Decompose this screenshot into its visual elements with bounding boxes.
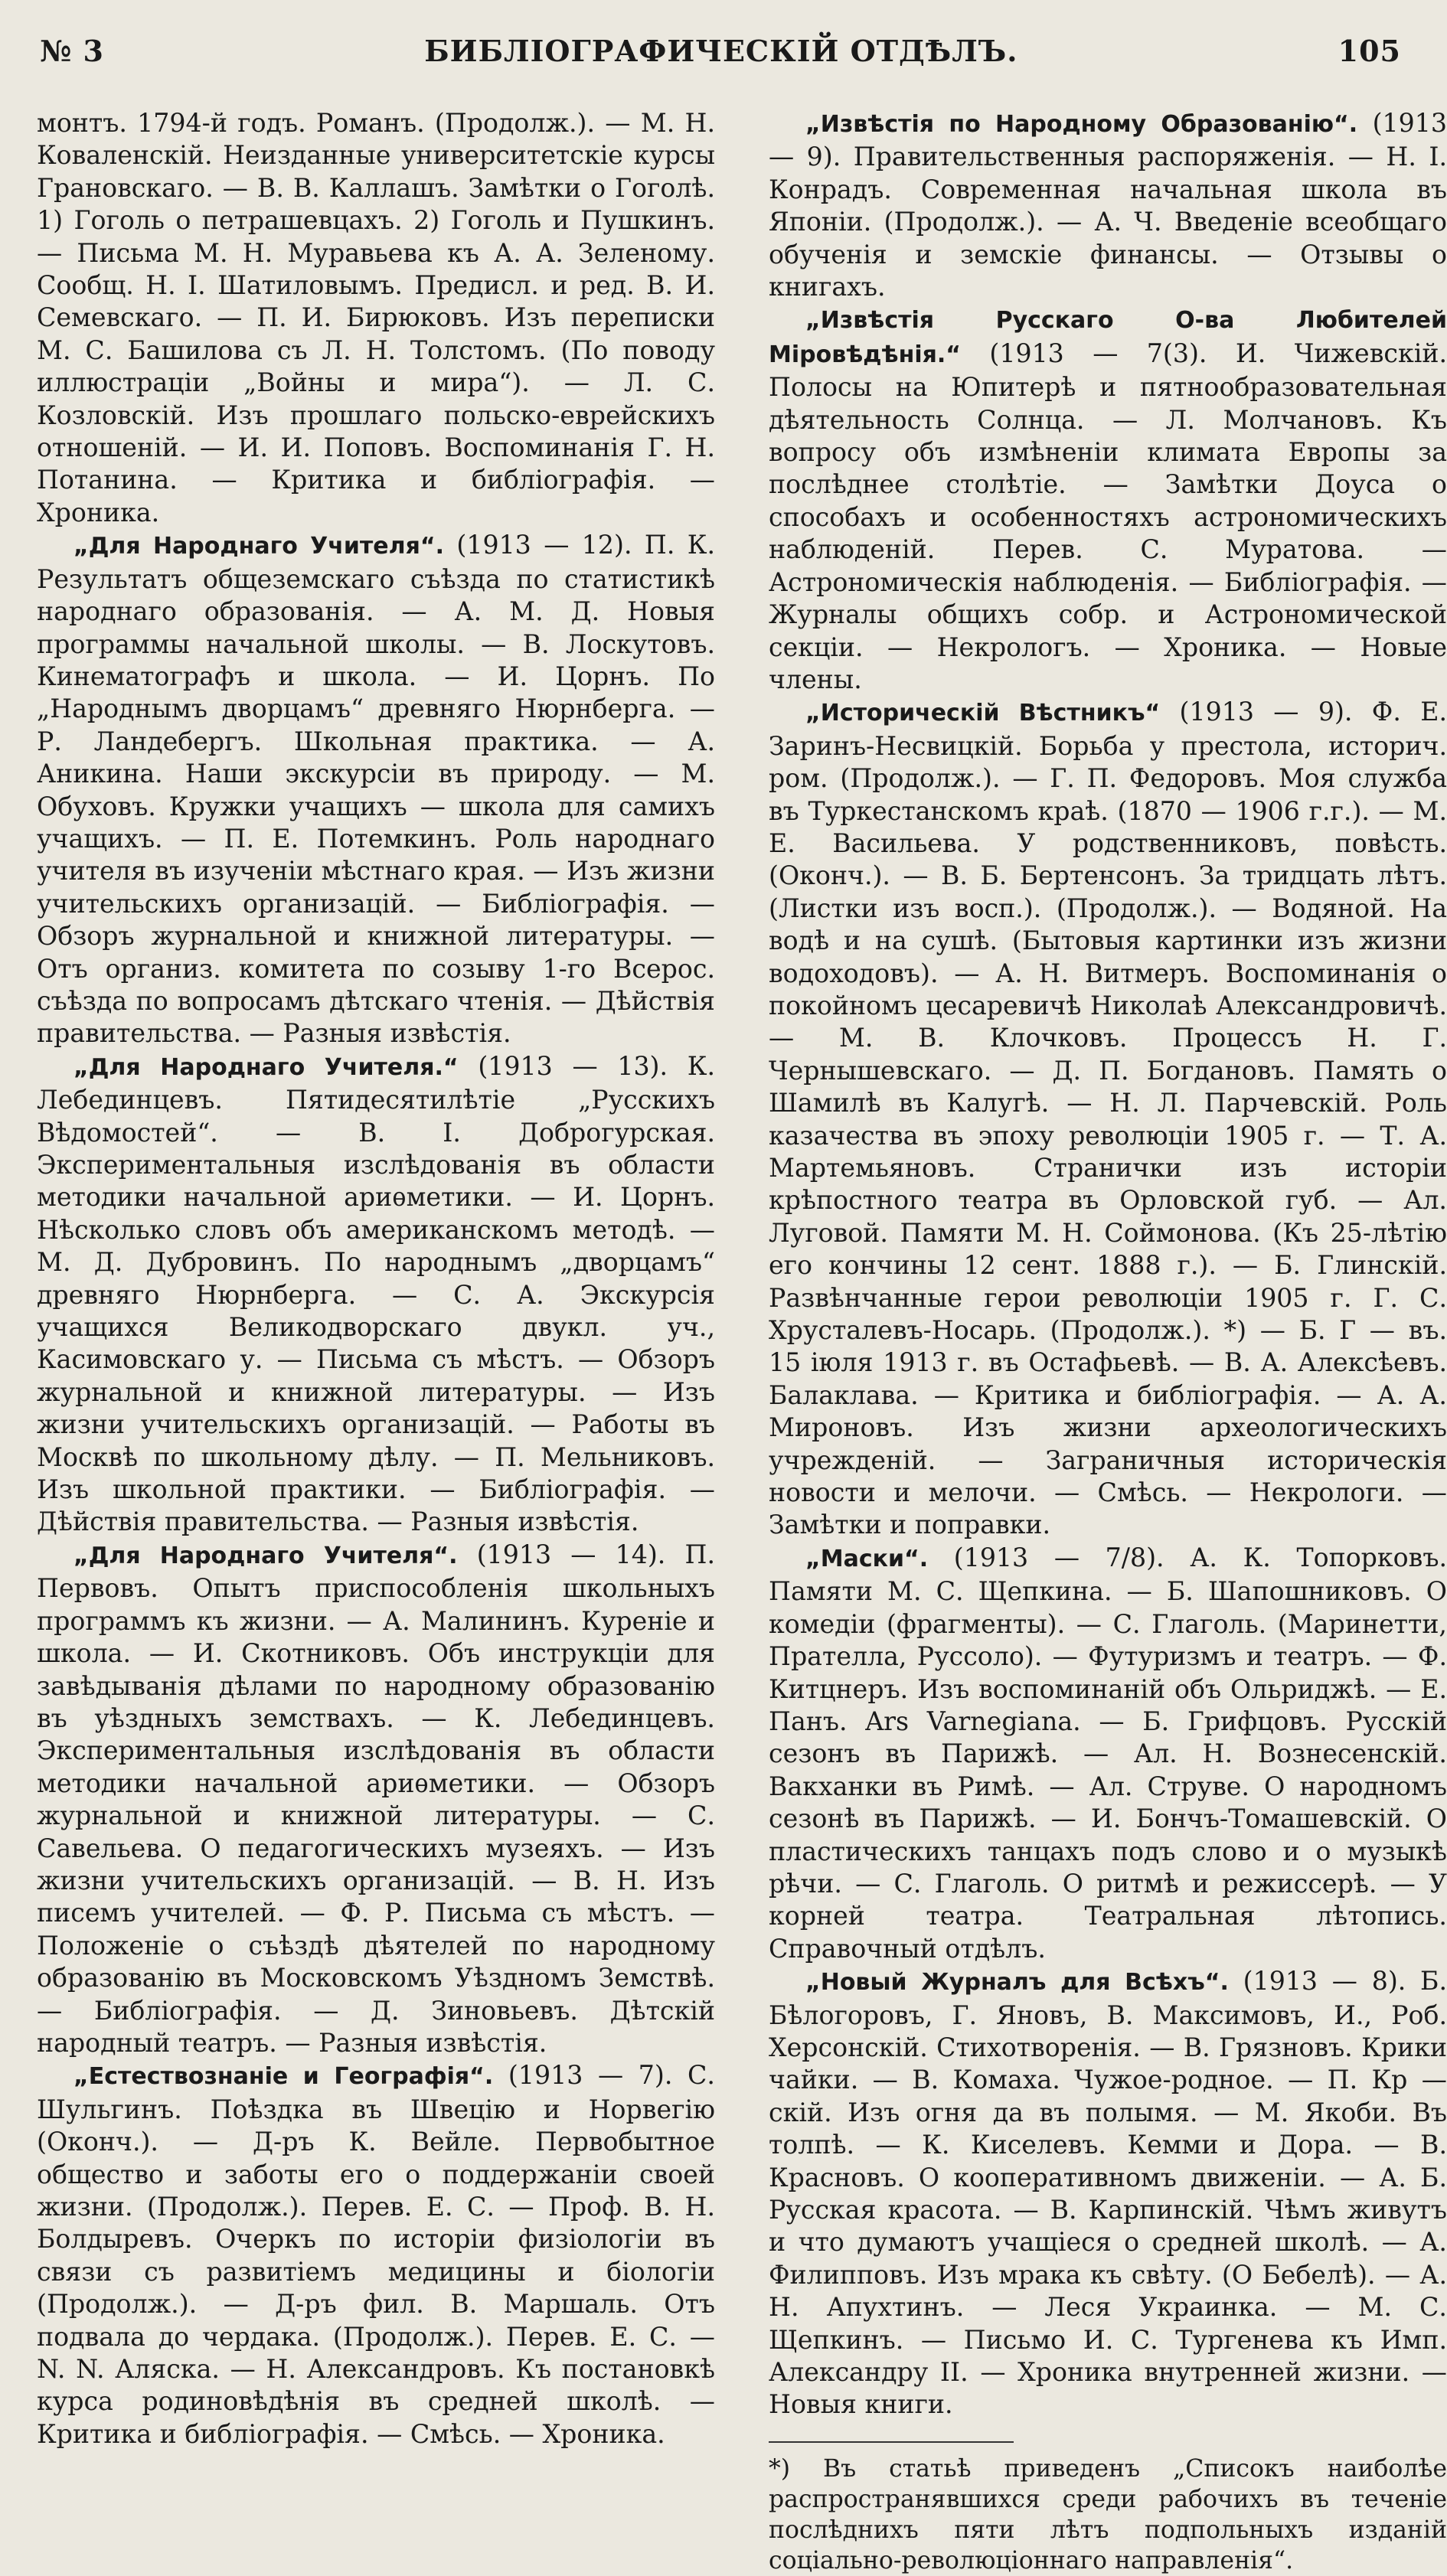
journal-entry	[37, 2059, 715, 2450]
section-title: БИБЛІОГРАФИЧЕСКІЙ ОТДѢЛЪ.	[424, 33, 1018, 68]
journal-entry	[769, 1965, 1447, 2421]
journal-entry	[37, 1539, 715, 2060]
footnote-rule	[769, 2441, 1014, 2443]
journal-contents: (1913 — 7(3). И. Чижевскій. Полосы на Юпитерѣ и пятнообразовательная дѣятельность Солнца. — Л. Молчановъ. Къ вопросу объ измѣненіи климата Европы за послѣднее столѣтіе. — Замѣтки Доуса о способахъ и особенностяхъ астрономическихъ наблюденій. Перев. С. Муратова. — Астрономическія наблюденія. — Библіографія. — Журналы общихъ собр. и Астрономической секціи. — Некрологъ. — Хроника. — Новые члены.	[769, 338, 1447, 694]
journal-title: „Историческій Вѣстникъ“	[805, 700, 1161, 727]
journal-contents: (1913 — 9). Ф. Е. Заринъ-Несвицкій. Борьба у престола, историч. ром. (Продолж.). — Г. П. Федоровъ. Моя служба въ Туркестанскомъ краѣ. (1870 — 1906 г.г.). — М. Е. Васильева. У родственниковъ, повѣсть. (Оконч.). — В. Б. Бертенсонъ. За тридцать лѣтъ. (Листки изъ восп.). (Продолж.). — Водяной. На водѣ и на сушѣ. (Бытовыя картинки изъ жизни водоходовъ). — А. Н. Витмеръ. Воспоминанія о покойномъ цесаревичѣ Николаѣ Александровичѣ. — М. В. Клочковъ. Процессъ Н. Г. Чернышевскаго. — Д. П. Богдановъ. Память о Шамилѣ въ Калугѣ. — Н. Л. Парчевскій. Роль казачества въ эпоху революціи 1905 г. — Т. А. Мартемьяновъ. Странички изъ исторіи крѣпостного театра въ Орловской губ. — Ал. Луговой. Памяти М. Н. Соймонова. (Къ 25-лѣтію его кончины 12 сент. 1888 г.). — Б. Глинскій. Развѣнчанные герои революціи 1905 г. Г. С. Хрусталевъ-Носарь. (Продолж.). *) — Б. Г — въ. 15 іюля 1913 г. въ Остафьевѣ. — В. А. Алексѣевъ. Балаклава. — Критика и библіографія. — А. А. Мироновъ. Изъ жизни археологическихъ учрежденій. — Заграничныя историческія новости и мелочи. — Смѣсь. — Некрологи. — Замѣтки и поправки.	[769, 697, 1447, 1540]
journal-entry	[769, 696, 1447, 1542]
journal-title: „Естествознаніе и Географія“.	[73, 2063, 494, 2091]
left-column	[37, 107, 715, 2450]
journal-title: „Извѣстія по Народному Образованію“.	[805, 111, 1358, 138]
footnote: *) Въ статьѣ приведенъ „Списокъ наиболѣе распространявшихся среди рабочихъ въ теченіе послѣднихъ пяти лѣтъ подпольныхъ изданій соціально-революціоннаго направленія“.	[769, 2454, 1447, 2574]
continuation-paragraph: монтъ. 1794-й годъ. Романъ. (Продолж.). — М. Н. Коваленскій. Неизданные университетскіе курсы Грановскаго. — В. В. Каллашъ. Замѣтки о Гоголѣ. 1) Гоголь о петрашевцахъ. 2) Гоголь и Пушкинъ. — Письма М. Н. Муравьева къ А. А. Зеленому. Сообщ. Н. І. Шатиловымъ. Предисл. и ред. В. И. Семевскаго. — П. И. Бирюковъ. Изъ переписки М. С. Башилова съ Л. Н. Толстомъ. (По поводу иллюстраціи „Войны и мира“). — Л. С. Козловскій. Изъ прошлаго польско-еврейскихъ отношеній. — И. И. Поповъ. Воспоминанія Г. Н. Потанина. — Критика и библіографія. — Хроника.	[37, 108, 715, 527]
journal-title: „Для Народнаго Учителя“.	[73, 1542, 458, 1569]
journal-contents: (1913 — 8). Б. Бѣлогоровъ, Г. Яновъ, В. Максимовъ, И., Роб. Херсонскій. Стихотворенія. — В. Грязновъ. Крики чайки. — В. Комаха. Чужое-родное. — П. Кр — скій. Изъ огня да въ полымя. — М. Якоби. Въ толпѣ. — К. Киселевъ. Кемми и Дора. — В. Красновъ. О кооперативномъ движеніи. — А. Б. Русская красота. — В. Карпинскій. Чѣмъ живутъ и что думаютъ учащіеся о средней школѣ. — А. Филипповъ. Изъ мрака къ свѣту. (О Бебелѣ). — А. Н. Апухтинъ. — Леся Украинка. — М. С. Щепкинъ. — Письмо И. С. Тургенева къ Имп. Александру II. — Хроника внутренней жизни. — Новыя книги.	[769, 1966, 1447, 2420]
column-divider	[741, 107, 742, 2098]
journal-entry	[37, 529, 715, 1050]
journal-title: „Новый Журналъ для Всѣхъ“.	[805, 1969, 1229, 1996]
journal-contents: (1913 — 7). С. Шульгинъ. Поѣздка въ Швецію и Норвегію (Оконч.). — Д-ръ К. Вейле. Первобытное общество и заботы его о поддержаніи своей жизни. (Продолж.). Перев. Е. С. — Проф. В. Н. Болдыревъ. Очеркъ по исторіи физіологіи въ связи съ развитіемъ медицины и біологіи (Продолж.). — Д-ръ фил. В. Маршаль. Отъ подвала до чердака. (Продолж.). Перев. Е. С. — N. N. Аляска. — Н. Александровъ. Къ постановкѣ курса родиновѣдѣнія въ средней школѣ. — Критика и библіографія. — Смѣсь. — Хроника.	[37, 2060, 715, 2449]
journal-title: „Для Народнаго Учителя“.	[73, 533, 444, 560]
page-number: 105	[1338, 33, 1401, 68]
journal-entry	[37, 1050, 715, 1539]
page-header	[40, 28, 1401, 73]
journal-contents: (1913 — 9). Правительственныя распоряженія. — Н. І. Конрадъ. Современная начальная школа въ Японіи. (Продолж.). — А. Ч. Введеніе всеобщаго обученія и земскіе финансы. — Отзывы о книгахъ.	[769, 108, 1447, 302]
journal-contents: (1913 — 7/8). А. К. Топорковъ. Памяти М. С. Щепкина. — Б. Шапошниковъ. О комедіи (фрагменты). — С. Глаголь. (Маринетти, Прателла, Руссоло). — Футуризмъ и театръ. — Ф. Китцнеръ. Изъ воспоминаній объ Ольриджѣ. — Е. Панъ. Ars Varnegiana. — Б. Грифцовъ. Русскій сезонъ въ Парижѣ. — Ал. Н. Вознесенскій. Вакханки въ Римѣ. — Ал. Струве. О народномъ сезонѣ въ Парижѣ. — И. Бончъ-Томашевскій. О пластическихъ танцахъ подъ слово и о музыкѣ рѣчи. — С. Глаголь. О ритмѣ и режиссерѣ. — У корней театра. Театральная лѣтопись. Справочный отдѣлъ.	[769, 1542, 1447, 1964]
issue-number: № 3	[40, 33, 104, 68]
journal-title: „Для Народнаго Учителя.“	[73, 1053, 459, 1081]
journal-title: „Извѣстія Русскаго О-ва Любителей Міровѣдѣнія.“	[769, 307, 1447, 368]
journal-entry	[769, 107, 1447, 303]
journal-contents: (1913 — 13). К. Лебединцевъ. Пятидесятилѣтіе „Русскихъ Вѣдомостей“. — В. І. Доброгурская. Экспериментальныя изслѣдованія въ области методики начальной ариѳметики. — И. Цорнъ. Нѣсколько словъ объ американскомъ методѣ. — М. Д. Дубровинъ. По народнымъ „дворцамъ“ древняго Нюрнберга. — С. А. Экскурсія учащихся Великодворскаго двукл. уч., Касимовскаго у. — Письма съ мѣстъ. — Обзоръ журнальной и книжной литературы. — Изъ жизни учительскихъ организацій. — Работы въ Москвѣ по школьному дѣлу. — П. Мельниковъ. Изъ школьной практики. — Библіографія. — Дѣйствія правительства. — Разныя извѣстія.	[37, 1050, 715, 1537]
journal-contents: (1913 — 12). П. К. Результатъ общеземскаго съѣзда по статистикѣ народнаго образованія. — А. М. Д. Новыя программы начальной школы. — В. Лоскутовъ. Кинематографъ и школа. — И. Цорнъ. По „Народнымъ дворцамъ“ древняго Нюрнберга. — Р. Ландебергъ. Школьная практика. — А. Аникина. Наши экскурсіи въ природу. — М. Обуховъ. Кружки учащихъ — школа для самихъ учащихъ. — П. Е. Потемкинъ. Роль народнаго учителя въ изученіи мѣстнаго края. — Изъ жизни учительскихъ организацій. — Библіографія. — Обзоръ журнальной и книжной литературы. — Отъ организ. комитета по созыву 1-го Всерос. съѣзда по вопросамъ дѣтскаго чтенія. — Дѣйствія правительства. — Разныя извѣстія.	[37, 530, 716, 1049]
journal-title: „Маски“.	[805, 1545, 929, 1572]
journal-entry	[769, 1542, 1447, 1965]
right-column	[769, 107, 1447, 2576]
journal-entry	[769, 303, 1447, 696]
journal-contents: (1913 — 14). П. Первовъ. Опытъ приспособленія школьныхъ программъ къ жизни. — А. Малининъ. Куреніе и школа. — И. Скотниковъ. Объ инструкціи для завѣдыванія дѣлами по народному образованію въ уѣздныхъ земствахъ. — К. Лебединцевъ. Экспериментальныя изслѣдованія въ области методики начальной ариѳметики. — Обзоръ журнальной и книжной литературы. — С. Савельева. О педагогическихъ музеяхъ. — Изъ жизни учительскихъ организацій. — В. Н. Изъ писемъ учителей. — Ф. Р. Письма съ мѣстъ. — Положеніе о съѣздѣ дѣятелей по народному образованію въ Московскомъ Уѣздномъ Земствѣ. — Библіографія. — Д. Зиновьевъ. Дѣтскій народный театръ. — Разныя извѣстія.	[37, 1539, 716, 2058]
